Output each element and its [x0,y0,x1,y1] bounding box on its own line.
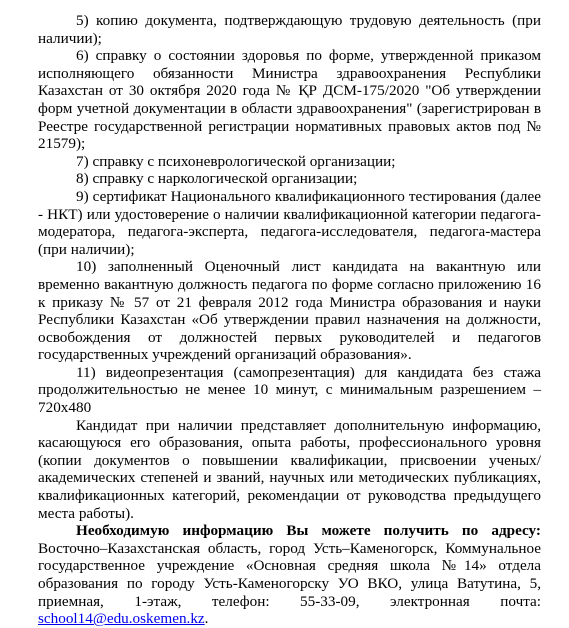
paragraph-item-6: 6) справку о состоянии здоровья по форме, утвержденной приказом исполняющего обязанности Министра здравоохранения Республики Казахстан от 30 октября 2020 года № ҚР ДСМ-175/2020 "Об утверждении форм учетной документации в области здравоохранения" (зарегистрирован в Реестре государственной регистрации нормативных правовых актов под № 21579); [38,47,541,153]
paragraph-candidate-additional-info: Кандидат при наличии представляет дополнительную информацию, касающуюся его образования, опыта работы, профессионального уровня (копии документов о повышении квалификации, присвоении ученых/академических степеней и званий, научных или методических публикациях, квалификационных категорий, рекомендации от руководства предыдущего места работы). [38,416,541,522]
contact-heading: Необходимую информацию Вы можете получить по адресу: [76,522,541,540]
paragraph-item-10: 10) заполненный Оценочный лист кандидата на вакантную или временно вакантную должность педагога по форме согласно приложению 16 к приказу № 57 от 21 февраля 2012 года Министра образования и науки Республики Казахстан «Об утверждении правил назначения на должности, освобождения от должностей первых руководителей и педагогов государственных учреждений организаций образования». [38,258,541,364]
contact-address: Восточно–Казахстанская область, город Усть–Каменогорск, Коммунальное государственное учреждение «Основная средняя школа №14» отдела образования по городу Усть-Каменогорску УО ВКО, улица Ватутина, 5, приемная, 1-этаж, телефон: 55-33-09, электронная почта: [38,539,541,610]
paragraph-item-8: 8) справку с наркологической организации; [76,170,358,188]
document-body [38,12,541,628]
email-link[interactable]: school14@edu.oskemen.kz [38,610,205,628]
email-suffix: . [204,610,209,628]
paragraph-item-9: 9) сертификат Национального квалификационного тестирования (далее - НКТ) или удостоверение о наличии квалификационной категории педагога-модератора, педагога-эксперта, педагога-исследователя, педагога-мастера (при наличии); [38,187,541,258]
paragraph-item-11: 11) видеопрезентация (самопрезентация) для кандидата без стажа продолжительностью не менее 10 минут, с минимальным разрешением – 720х480 [38,363,541,417]
paragraph-item-7: 7) справку с психоневрологической организации; [76,152,396,170]
paragraph-contact-info [38,522,541,628]
paragraph-item-5: 5) копию документа, подтверждающую трудовую деятельность (при наличии); [38,12,541,47]
